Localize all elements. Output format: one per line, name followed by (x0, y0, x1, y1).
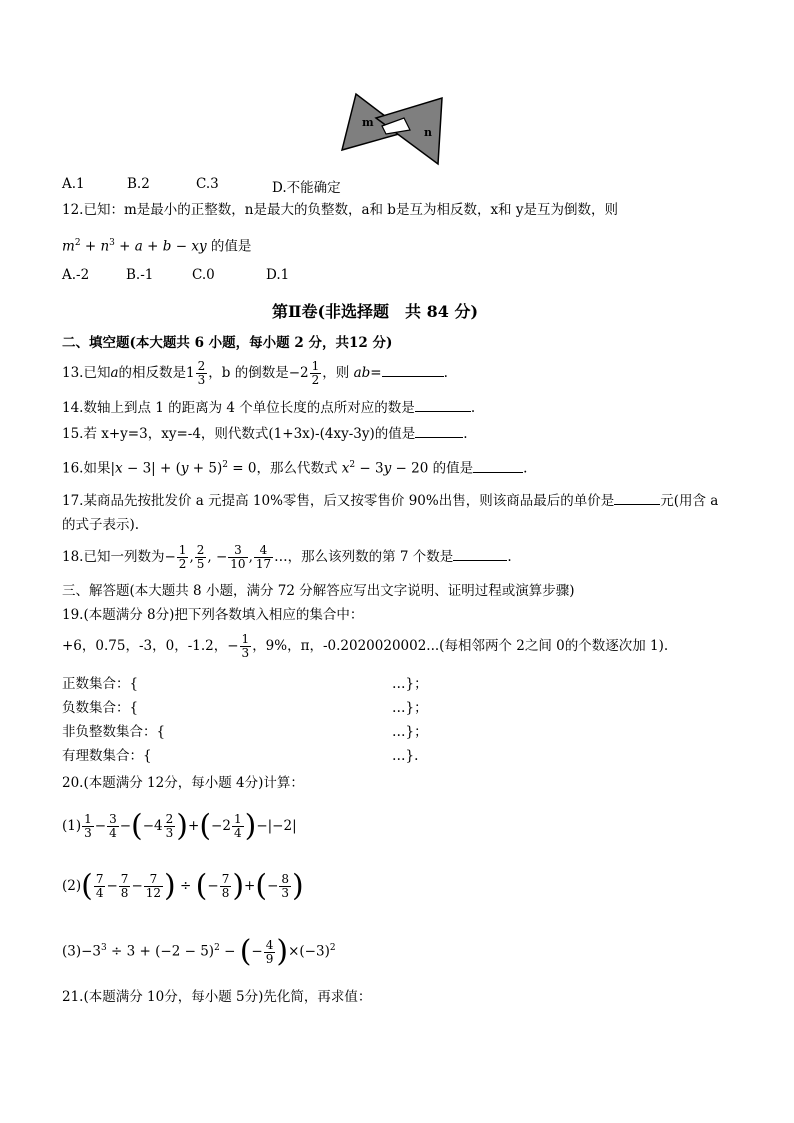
q11-option-c: C.3 (196, 176, 219, 192)
q15: 15.若 x+y=3，xy=-4，则代数式(1+3x)-(4xy-3y)的值是 . (62, 426, 468, 442)
q18: 18.已知一列数为− $\frac{1}{2}$ , $\frac{2}{5}$ , − $\frac{3}{10}$ , $\frac{4}{17}$ …，那么该列数的第 7 个数是 . (62, 543, 512, 571)
q17-line-2: 的式子表示). (62, 517, 140, 533)
q20-part-1: (1) $\frac{1}{3}$ − $\frac{3}{4}$ −(−4 $\frac{2}{3}$ )+(−2 $\frac{1}{4}$ )−|−2| (62, 808, 297, 844)
solve-heading: 三、解答题(本大题共 8 小题，满分 72 分解答应写出文字说明、证明过程或演算步骤) (62, 583, 575, 599)
set-rational: 有理数集合：{ …}. (62, 748, 419, 764)
fill-in-heading: 二、填空题(本大题共 6 小题，每小题 2 分，共12 分) (62, 335, 393, 351)
q13: 13.已知a的相反数是1 $\frac{2}{3}$ ，b 的倒数是−2 $\frac{1}{2}$ ，则 ab= . (62, 359, 448, 387)
label-n: n (424, 126, 432, 139)
label-m: m (362, 116, 374, 129)
q12-option-c: C.0 (192, 267, 215, 283)
q12-option-a: A.-2 (62, 267, 90, 283)
q19-numbers: +6，0.75，-3，0，-1.2，− $\frac{1}{3}$ ，9%，π，-0.2020020002...(每相邻两个 2之间 0的个数逐次加 1). (62, 632, 669, 660)
q14: 14.数轴上到点 1 的距离为 4 个单位长度的点所对应的数是 . (62, 400, 476, 416)
set-nonnegative-integer: 非负整数集合：{ …}； (62, 724, 428, 740)
q12-expression: $m^2 + n^3 + a + b$ − xy 的值是 (62, 238, 252, 255)
q11-option-a: A.1 (62, 176, 85, 192)
section-2-title: 第Ⅱ卷(非选择题 共 84 分) (272, 302, 479, 321)
q20-part-3: $(3)-3^3 \div 3 + (-2 - 5)^2$ − (− $\frac{4}{9}$ )$\times(-3)^2$ (62, 934, 336, 969)
q19-text: 19.(本题满分 8分)把下列各数填入相应的集合中： (62, 607, 364, 623)
q20-part-2: (2)( $\frac{7}{4}$ − $\frac{7}{8}$ − $\frac{7}{12}$ ) ÷ (− $\frac{7}{8}$ )+(− $\frac{8}{3}$ ) (62, 868, 304, 904)
q12-option-b: B.-1 (126, 267, 154, 283)
q16: 16.如果$|x - 3| + (y + 5)^2 = 0$，那么代数式 $x^2 - 3y - 20$ 的值是 . (62, 460, 528, 477)
set-positive: 正数集合：{ …}； (62, 676, 428, 692)
q12-option-d: D.1 (266, 267, 290, 283)
set-negative: 负数集合：{ …}； (62, 700, 428, 716)
q11-option-d: D.不能确定 (272, 180, 341, 196)
q20-text: 20.(本题满分 12分，每小题 4分)计算： (62, 775, 304, 791)
q21-text: 21.(本题满分 10分，每小题 5分)先化简，再求值： (62, 989, 372, 1005)
q12-text: 12.已知：m是最小的正整数，n是最大的负整数，a和 b是互为相反数，x和 y是互为倒数，则 (62, 202, 618, 218)
q17-line-1: 17.某商品先按批发价 a 元提高 10%零售，后又按零售价 90%出售，则该商品最后的单价是 元(用含 a (62, 493, 719, 509)
q11-option-b: B.2 (127, 176, 150, 192)
overlapping-triangles-figure (338, 90, 450, 168)
